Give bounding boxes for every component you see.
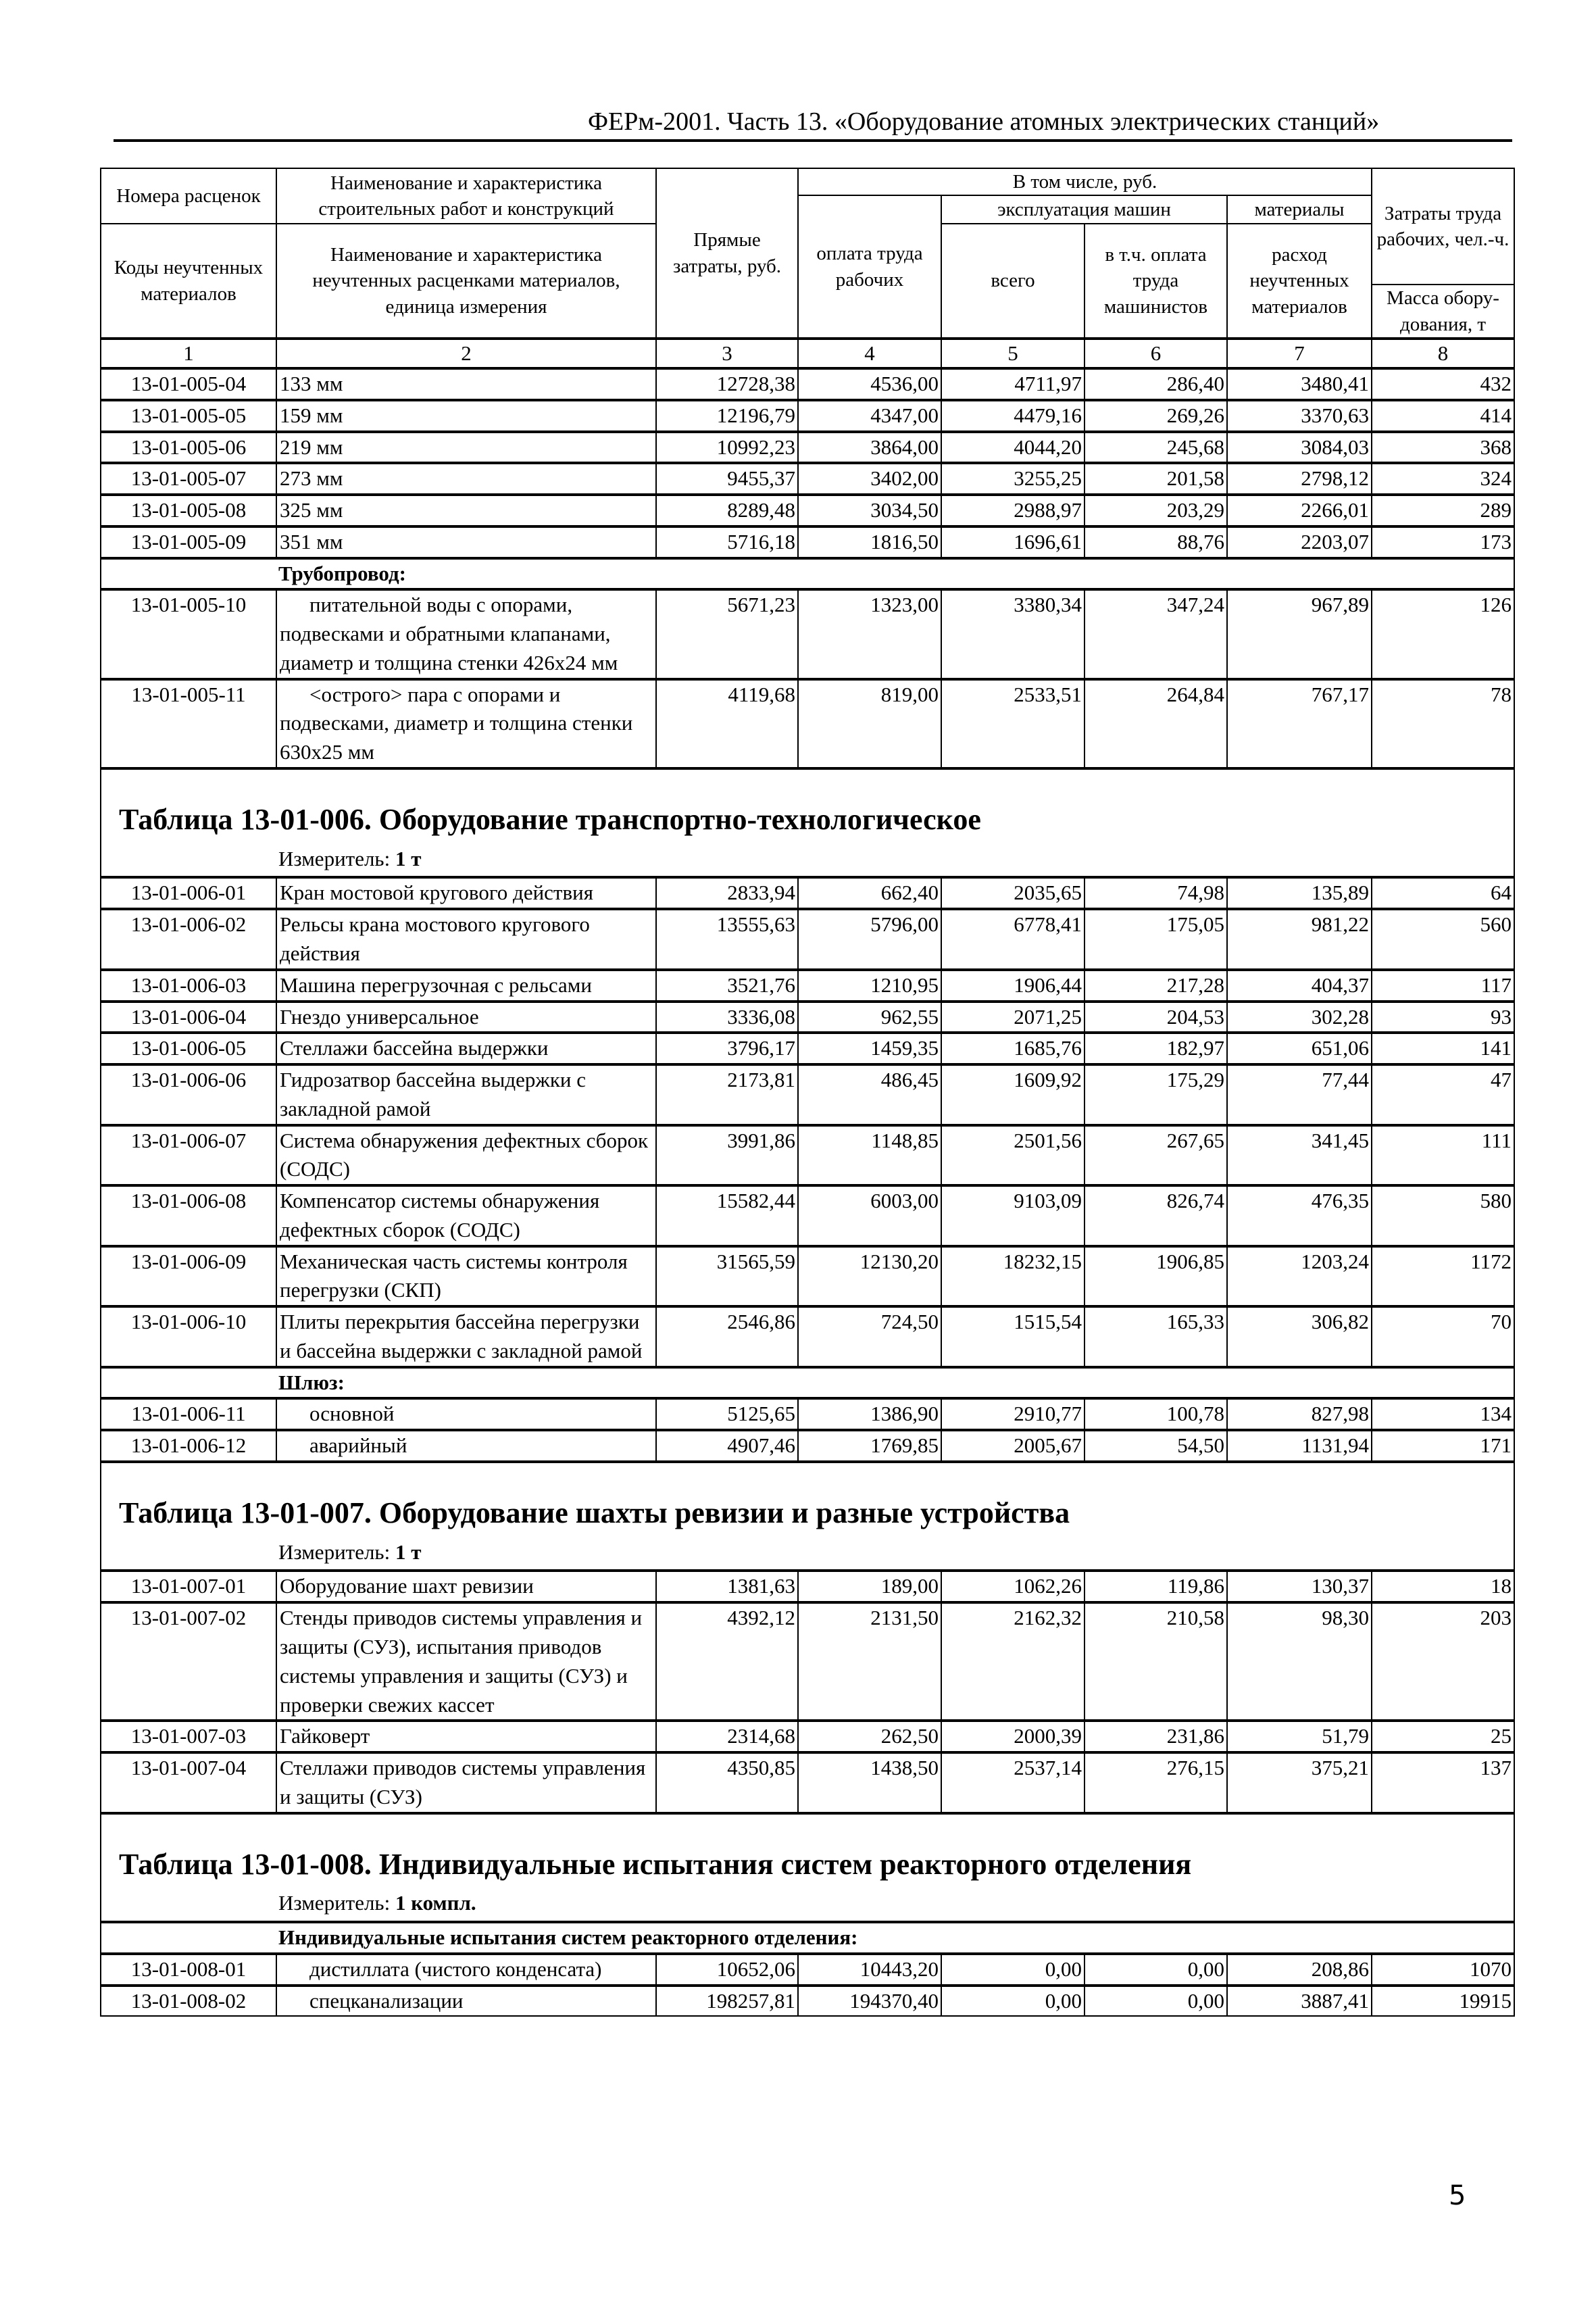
rate-code: 13-01-006-10	[101, 1306, 276, 1367]
table-row	[101, 1571, 1514, 1602]
rate-code: 13-01-007-03	[101, 1721, 276, 1752]
table-title-row	[101, 1462, 1514, 1571]
operator-pay: 175,05	[1084, 909, 1227, 970]
table-row	[101, 1064, 1514, 1125]
direct-costs: 2833,94	[656, 877, 798, 909]
direct-costs: 4119,68	[656, 679, 798, 768]
header-operator-pay: в т.ч. оплата труда машинистов	[1084, 224, 1227, 339]
column-number: 2	[276, 339, 656, 368]
table-row	[101, 495, 1514, 526]
work-name: питательной воды с опорами, подвесками и обратными клапанами, диаметр и толщина стенки 426х24 мм	[276, 589, 656, 679]
table-row	[101, 679, 1514, 768]
labor-costs: 137	[1372, 1752, 1514, 1813]
worker-pay: 486,45	[798, 1064, 941, 1125]
machines-total: 9103,09	[941, 1185, 1084, 1246]
work-name: Гидрозатвор бассейна выдержки с закладной рамой	[276, 1064, 656, 1125]
measure-value: 1 компл.	[395, 1891, 476, 1915]
labor-costs: 47	[1372, 1064, 1514, 1125]
header-labor-costs: Затраты труда рабочих, чел.-ч.	[1372, 168, 1514, 285]
table-title: Таблица 13-01-007. Оборудование шахты ревизии и разные устройства	[119, 1496, 1070, 1529]
table-row	[101, 1246, 1514, 1307]
worker-pay: 1769,85	[798, 1430, 941, 1462]
rate-code: 13-01-005-05	[101, 400, 276, 432]
labor-costs: 134	[1372, 1398, 1514, 1430]
operator-pay: 100,78	[1084, 1398, 1227, 1430]
materials: 77,44	[1227, 1064, 1372, 1125]
rate-code: 13-01-007-02	[101, 1602, 276, 1721]
operator-pay: 54,50	[1084, 1430, 1227, 1462]
rate-code: 13-01-005-09	[101, 526, 276, 558]
work-name: 273 мм	[276, 463, 656, 495]
rate-code: 13-01-007-04	[101, 1752, 276, 1813]
rate-code: 13-01-005-07	[101, 463, 276, 495]
column-number: 7	[1227, 339, 1372, 368]
operator-pay: 264,84	[1084, 679, 1227, 768]
worker-pay: 662,40	[798, 877, 941, 909]
machines-total: 2501,56	[941, 1125, 1084, 1186]
work-name: Гайковерт	[276, 1721, 656, 1752]
direct-costs: 3521,76	[656, 970, 798, 1002]
rate-code: 13-01-006-06	[101, 1064, 276, 1125]
machines-total: 2000,39	[941, 1721, 1084, 1752]
labor-costs: 64	[1372, 877, 1514, 909]
machines-total: 4044,20	[941, 432, 1084, 464]
operator-pay: 267,65	[1084, 1125, 1227, 1186]
worker-pay: 1438,50	[798, 1752, 941, 1813]
table-row	[101, 400, 1514, 432]
table-row	[101, 1002, 1514, 1033]
table-row	[101, 526, 1514, 558]
direct-costs: 4392,12	[656, 1602, 798, 1721]
operator-pay: 0,00	[1084, 1954, 1227, 1986]
operator-pay: 276,15	[1084, 1752, 1227, 1813]
table-title: Таблица 13-01-008. Индивидуальные испытания систем реакторного отделения	[119, 1847, 1192, 1881]
work-name: Плиты перекрытия бассейна перегрузки и бассейна выдержки с закладной рамой	[276, 1306, 656, 1367]
table-row	[101, 1185, 1514, 1246]
materials: 3887,41	[1227, 1986, 1372, 2017]
work-name: 133 мм	[276, 368, 656, 400]
header-worker-pay: оплата труда рабочих	[798, 195, 941, 339]
work-name: Стеллажи приводов системы управления и защиты (СУЗ)	[276, 1752, 656, 1813]
labor-costs: 203	[1372, 1602, 1514, 1721]
labor-costs: 171	[1372, 1430, 1514, 1462]
work-name: 219 мм	[276, 432, 656, 464]
work-name: 159 мм	[276, 400, 656, 432]
rate-code: 13-01-005-10	[101, 589, 276, 679]
operator-pay: 175,29	[1084, 1064, 1227, 1125]
operator-pay: 0,00	[1084, 1986, 1227, 2017]
worker-pay: 1148,85	[798, 1125, 941, 1186]
table-title: Таблица 13-01-006. Оборудование транспортно-технологическое	[119, 802, 981, 836]
operator-pay: 204,53	[1084, 1002, 1227, 1033]
labor-costs: 18	[1372, 1571, 1514, 1602]
materials: 404,37	[1227, 970, 1372, 1002]
materials: 130,37	[1227, 1571, 1372, 1602]
direct-costs: 31565,59	[656, 1246, 798, 1307]
table-row	[101, 909, 1514, 970]
table-row	[101, 877, 1514, 909]
operator-pay: 269,26	[1084, 400, 1227, 432]
operator-pay: 347,24	[1084, 589, 1227, 679]
measure-unit	[101, 845, 1514, 877]
worker-pay: 4536,00	[798, 368, 941, 400]
measure-value: 1 т	[395, 1540, 422, 1564]
machines-total: 4479,16	[941, 400, 1084, 432]
operator-pay: 201,58	[1084, 463, 1227, 495]
labor-costs: 126	[1372, 589, 1514, 679]
materials: 98,30	[1227, 1602, 1372, 1721]
operator-pay: 203,29	[1084, 495, 1227, 526]
operator-pay: 231,86	[1084, 1721, 1227, 1752]
measure-value: 1 т	[395, 846, 422, 870]
column-number: 8	[1372, 339, 1514, 368]
work-name: Рельсы крана мостового кругового действия	[276, 909, 656, 970]
direct-costs: 3336,08	[656, 1002, 798, 1033]
page-number: 5	[1449, 2180, 1466, 2211]
materials: 476,35	[1227, 1185, 1372, 1246]
operator-pay: 245,68	[1084, 432, 1227, 464]
work-name: 351 мм	[276, 526, 656, 558]
machines-total: 0,00	[941, 1954, 1084, 1986]
direct-costs: 9455,37	[656, 463, 798, 495]
direct-costs: 2546,86	[656, 1306, 798, 1367]
labor-costs: 117	[1372, 970, 1514, 1002]
materials: 306,82	[1227, 1306, 1372, 1367]
worker-pay: 4347,00	[798, 400, 941, 432]
column-number: 6	[1084, 339, 1227, 368]
group-label: Шлюз:	[101, 1367, 1514, 1399]
machines-total: 1696,61	[941, 526, 1084, 558]
labor-costs: 93	[1372, 1002, 1514, 1033]
direct-costs: 5716,18	[656, 526, 798, 558]
operator-pay: 74,98	[1084, 877, 1227, 909]
worker-pay: 1459,35	[798, 1033, 941, 1064]
rate-code: 13-01-006-09	[101, 1246, 276, 1307]
table-title-row	[101, 768, 1514, 877]
rate-code: 13-01-005-06	[101, 432, 276, 464]
direct-costs: 3796,17	[656, 1033, 798, 1064]
direct-costs: 10652,06	[656, 1954, 798, 1986]
worker-pay: 3402,00	[798, 463, 941, 495]
table-008-body	[101, 1813, 1514, 2017]
worker-pay: 10443,20	[798, 1954, 941, 1986]
materials: 981,22	[1227, 909, 1372, 970]
work-name: Стеллажи бассейна выдержки	[276, 1033, 656, 1064]
direct-costs: 10992,23	[656, 432, 798, 464]
labor-costs: 70	[1372, 1306, 1514, 1367]
operator-pay: 182,97	[1084, 1033, 1227, 1064]
measure-unit	[101, 1538, 1514, 1570]
rate-code: 13-01-005-08	[101, 495, 276, 526]
measure-label: Измеритель:	[278, 1891, 391, 1915]
group-label-row	[101, 1922, 1514, 1954]
rate-code: 13-01-005-11	[101, 679, 276, 768]
table-row	[101, 1602, 1514, 1721]
worker-pay: 3034,50	[798, 495, 941, 526]
labor-costs: 580	[1372, 1185, 1514, 1246]
work-name: <острого> пара с опорами и подвесками, диаметр и толщина стенки 630х25 мм	[276, 679, 656, 768]
rate-code: 13-01-006-12	[101, 1430, 276, 1462]
direct-costs: 3991,86	[656, 1125, 798, 1186]
group-label-row	[101, 558, 1514, 590]
materials: 2798,12	[1227, 463, 1372, 495]
work-name: Компенсатор системы обнаружения дефектных сборок (СОДС)	[276, 1185, 656, 1246]
machines-total: 3255,25	[941, 463, 1084, 495]
machines-total: 3380,34	[941, 589, 1084, 679]
labor-costs: 560	[1372, 909, 1514, 970]
labor-costs: 173	[1372, 526, 1514, 558]
direct-costs: 12196,79	[656, 400, 798, 432]
machines-total: 1609,92	[941, 1064, 1084, 1125]
header-direct-costs: Прямые затраты, руб.	[656, 168, 798, 339]
worker-pay: 5796,00	[798, 909, 941, 970]
materials: 967,89	[1227, 589, 1372, 679]
operator-pay: 119,86	[1084, 1571, 1227, 1602]
table-row	[101, 1721, 1514, 1752]
work-name: Гнездо универсальное	[276, 1002, 656, 1033]
materials: 302,28	[1227, 1002, 1372, 1033]
worker-pay: 1210,95	[798, 970, 941, 1002]
rate-code: 13-01-007-01	[101, 1571, 276, 1602]
machines-total: 2071,25	[941, 1002, 1084, 1033]
operator-pay: 217,28	[1084, 970, 1227, 1002]
direct-costs: 4350,85	[656, 1752, 798, 1813]
materials: 3480,41	[1227, 368, 1372, 400]
header-machine-operation: эксплуатация машин	[941, 195, 1227, 224]
table-row	[101, 1430, 1514, 1462]
materials: 135,89	[1227, 877, 1372, 909]
header-work-name: Наименование и характеристика строительных работ и конструкций	[276, 168, 656, 224]
rates-table	[100, 168, 1515, 2017]
rate-code: 13-01-006-04	[101, 1002, 276, 1033]
column-numbers-row	[101, 339, 1514, 368]
worker-pay: 724,50	[798, 1306, 941, 1367]
rate-code: 13-01-006-02	[101, 909, 276, 970]
rate-code: 13-01-006-05	[101, 1033, 276, 1064]
operator-pay: 286,40	[1084, 368, 1227, 400]
header-material-codes: Коды неучтенных материалов	[101, 224, 276, 339]
worker-pay: 1816,50	[798, 526, 941, 558]
labor-costs: 78	[1372, 679, 1514, 768]
group-label: Трубопровод:	[101, 558, 1514, 590]
machines-total: 2537,14	[941, 1752, 1084, 1813]
direct-costs: 2173,81	[656, 1064, 798, 1125]
work-name: основной	[276, 1398, 656, 1430]
operator-pay: 88,76	[1084, 526, 1227, 558]
measure-label: Измеритель:	[278, 1540, 391, 1564]
worker-pay: 819,00	[798, 679, 941, 768]
rate-code: 13-01-008-01	[101, 1954, 276, 1986]
work-name: Система обнаружения дефектных сборок (СОДС)	[276, 1125, 656, 1186]
measure-label: Измеритель:	[278, 846, 391, 870]
work-name: дистиллата (чистого конденсата)	[276, 1954, 656, 1986]
rate-code: 13-01-006-07	[101, 1125, 276, 1186]
column-number: 4	[798, 339, 941, 368]
table-row	[101, 1752, 1514, 1813]
table-row	[101, 970, 1514, 1002]
labor-costs: 25	[1372, 1721, 1514, 1752]
operator-pay: 1906,85	[1084, 1246, 1227, 1307]
machines-total: 1062,26	[941, 1571, 1084, 1602]
machines-total: 2035,65	[941, 877, 1084, 909]
machines-total: 6778,41	[941, 909, 1084, 970]
materials: 341,45	[1227, 1125, 1372, 1186]
materials: 375,21	[1227, 1752, 1372, 1813]
table-row	[101, 1125, 1514, 1186]
column-number: 1	[101, 339, 276, 368]
machines-total: 2910,77	[941, 1398, 1084, 1430]
labor-costs: 368	[1372, 432, 1514, 464]
direct-costs: 1381,63	[656, 1571, 798, 1602]
materials: 1131,94	[1227, 1430, 1372, 1462]
labor-costs: 289	[1372, 495, 1514, 526]
table-row	[101, 1954, 1514, 1986]
direct-costs: 15582,44	[656, 1185, 798, 1246]
table-row	[101, 1986, 1514, 2017]
work-name: Машина перегрузочная с рельсами	[276, 970, 656, 1002]
worker-pay: 12130,20	[798, 1246, 941, 1307]
direct-costs: 198257,81	[656, 1986, 798, 2017]
machines-total: 4711,97	[941, 368, 1084, 400]
labor-costs: 1172	[1372, 1246, 1514, 1307]
materials: 3084,03	[1227, 432, 1372, 464]
table-006-body	[101, 768, 1514, 1462]
table-row	[101, 432, 1514, 464]
worker-pay: 2131,50	[798, 1602, 941, 1721]
labor-costs: 141	[1372, 1033, 1514, 1064]
materials: 3370,63	[1227, 400, 1372, 432]
work-name: Механическая часть системы контроля перегрузки (СКП)	[276, 1246, 656, 1307]
machines-total: 2162,32	[941, 1602, 1084, 1721]
machines-total: 18232,15	[941, 1246, 1084, 1307]
rate-code: 13-01-006-03	[101, 970, 276, 1002]
machines-total: 1906,44	[941, 970, 1084, 1002]
work-name: спецканализации	[276, 1986, 656, 2017]
machines-total: 1685,76	[941, 1033, 1084, 1064]
rate-code: 13-01-006-08	[101, 1185, 276, 1246]
worker-pay: 1323,00	[798, 589, 941, 679]
measure-unit	[101, 1889, 1514, 1921]
group-label-row	[101, 1367, 1514, 1399]
table-title-row	[101, 1813, 1514, 1922]
header-rule	[114, 139, 1512, 142]
machines-total: 2533,51	[941, 679, 1084, 768]
table-row	[101, 463, 1514, 495]
worker-pay: 194370,40	[798, 1986, 941, 2017]
table-row	[101, 368, 1514, 400]
work-name: аварийный	[276, 1430, 656, 1462]
labor-costs: 19915	[1372, 1986, 1514, 2017]
table-row	[101, 1306, 1514, 1367]
column-number: 5	[941, 339, 1084, 368]
running-head: ФЕРм-2001. Часть 13. «Оборудование атомных электрических станций»	[588, 107, 1380, 136]
table-row	[101, 589, 1514, 679]
rate-code: 13-01-008-02	[101, 1986, 276, 2017]
table-005-body	[101, 368, 1514, 768]
operator-pay: 165,33	[1084, 1306, 1227, 1367]
table-header	[101, 168, 1514, 368]
labor-costs: 414	[1372, 400, 1514, 432]
direct-costs: 5125,65	[656, 1398, 798, 1430]
machines-total: 2988,97	[941, 495, 1084, 526]
worker-pay: 262,50	[798, 1721, 941, 1752]
machines-total: 1515,54	[941, 1306, 1084, 1367]
materials: 2266,01	[1227, 495, 1372, 526]
machines-total: 0,00	[941, 1986, 1084, 2017]
direct-costs: 2314,68	[656, 1721, 798, 1752]
materials: 767,17	[1227, 679, 1372, 768]
rate-code: 13-01-006-11	[101, 1398, 276, 1430]
materials: 208,86	[1227, 1954, 1372, 1986]
worker-pay: 962,55	[798, 1002, 941, 1033]
labor-costs: 432	[1372, 368, 1514, 400]
materials: 827,98	[1227, 1398, 1372, 1430]
direct-costs: 4907,46	[656, 1430, 798, 1462]
rate-code: 13-01-005-04	[101, 368, 276, 400]
header-including: В том числе, руб.	[798, 168, 1372, 195]
operator-pay: 210,58	[1084, 1602, 1227, 1721]
direct-costs: 8289,48	[656, 495, 798, 526]
worker-pay: 3864,00	[798, 432, 941, 464]
header-machines-total: всего	[941, 224, 1084, 339]
work-name: Стенды приводов системы управления и защиты (СУЗ), испытания приводов системы управления и защиты (СУЗ) и проверки свежих кассет	[276, 1602, 656, 1721]
column-number: 3	[656, 339, 798, 368]
labor-costs: 324	[1372, 463, 1514, 495]
worker-pay: 6003,00	[798, 1185, 941, 1246]
direct-costs: 5671,23	[656, 589, 798, 679]
group-label: Индивидуальные испытания систем реакторного отделения:	[101, 1922, 1514, 1954]
work-name: Оборудование шахт ревизии	[276, 1571, 656, 1602]
direct-costs: 12728,38	[656, 368, 798, 400]
direct-costs: 13555,63	[656, 909, 798, 970]
table-row	[101, 1398, 1514, 1430]
header-material-name: Наименование и характеристика неучтенных расценками материалов, единица измерения	[276, 224, 656, 339]
header-equipment-mass: Масса обору-дования, т	[1372, 285, 1514, 339]
materials: 2203,07	[1227, 526, 1372, 558]
materials: 651,06	[1227, 1033, 1372, 1064]
rates-table-frame	[100, 168, 1514, 2017]
table-007-body	[101, 1462, 1514, 1813]
work-name: Кран мостовой кругового действия	[276, 877, 656, 909]
worker-pay: 189,00	[798, 1571, 941, 1602]
machines-total: 2005,67	[941, 1430, 1084, 1462]
worker-pay: 1386,90	[798, 1398, 941, 1430]
materials: 1203,24	[1227, 1246, 1372, 1307]
labor-costs: 1070	[1372, 1954, 1514, 1986]
header-materials: материалы	[1227, 195, 1372, 224]
labor-costs: 111	[1372, 1125, 1514, 1186]
rate-code: 13-01-006-01	[101, 877, 276, 909]
table-row	[101, 1033, 1514, 1064]
operator-pay: 826,74	[1084, 1185, 1227, 1246]
work-name: 325 мм	[276, 495, 656, 526]
header-rate-numbers: Номера расценок	[101, 168, 276, 224]
materials: 51,79	[1227, 1721, 1372, 1752]
header-material-consumption: расход неучтенных материалов	[1227, 224, 1372, 339]
